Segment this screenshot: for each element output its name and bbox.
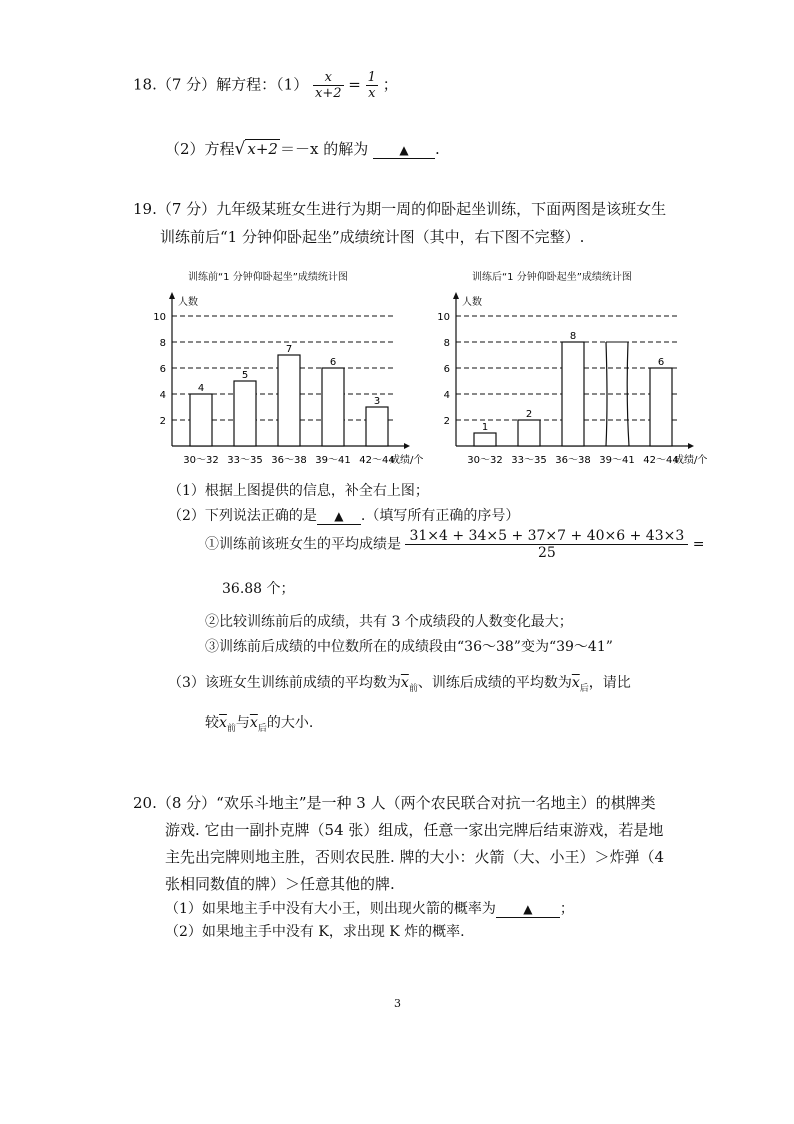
denominator: 25 [537,545,556,561]
bar-value-label: 7 [285,344,293,355]
q19-claim2: ②比较训练前后的成绩，共有 3 个成绩段的人数变化最大； [205,614,573,630]
q20-line1: 20.（8 分）“欢乐斗地主”是一种 3 人（两个农民联合对抗一名地主）的棋牌类 [133,794,656,812]
y-axis-label: 人数 [178,297,198,308]
answer-blank[interactable] [317,508,361,525]
s3-d: 较 [205,715,219,731]
x-bar: $\overline{x}$ [219,715,227,731]
x-tick-label: 42～44 [359,455,395,466]
mean-fraction [405,528,688,561]
incomplete-bar-edge [606,342,607,446]
q19-sub2 [168,505,519,525]
y-tick-label: 10 [437,312,450,323]
q18-part2: （2）方程√ x+2 ＝－x 的解为 ▲ . [165,139,440,159]
chart2-title: 训练后“1 分钟仰卧起坐”成绩统计图 [472,272,632,283]
q19-sub3-line2 [205,712,313,734]
sub-after: 后 [579,683,589,694]
q20-p1-pre: （1）如果地主手中没有大小王，则出现火箭的概率为 [165,901,496,917]
bar-value-label: 5 [241,370,249,381]
bar-value-label: 4 [197,383,205,394]
equals: = [348,75,361,94]
chart-before [140,288,440,468]
claim1-result: 36.88 个； [222,581,295,597]
q19-line1: 19.（7 分）九年级某班女生进行为期一周的仰卧起坐训练，下面两图是该班女生 [133,200,667,218]
s3-c: ，请比 [588,675,631,691]
q19-claim3: ③训练前后成绩的中位数所在的成绩段由“36～38”变为“39～41” [205,639,613,655]
q19-s2-post: .（填写所有正确的序号） [360,508,520,524]
y-tick-label: 6 [159,364,166,375]
y-axis-label: 人数 [462,297,482,308]
triangle-icon: ▲ [334,509,344,523]
q18-head: 18.（7 分）解方程：（1） [133,75,309,94]
x-tick-label: 33～35 [227,455,263,466]
denominator: x [368,86,376,101]
triangle-icon: ▲ [523,902,533,916]
chart1-title: 训练前“1 分钟仰卧起坐”成绩统计图 [188,272,348,283]
x-tick-label: 39～41 [599,455,635,466]
bar-value-label: 6 [657,357,665,368]
q18-p2-pre: （2）方程 [165,140,235,158]
bar [366,407,388,446]
y-tick-label: 4 [443,390,450,401]
q19-sub3 [168,672,631,694]
y-tick-label: 2 [159,416,166,427]
bar-value-label: 8 [569,331,577,342]
bar-value-label: 6 [329,357,337,368]
bar [190,394,212,446]
s3-a: （3）该班女生训练前成绩的平均数为 [168,675,401,691]
x-bar: $\overline{x}$ [400,675,409,691]
q20-line3: 主先出完牌则地主胜，否则农民胜. 牌的大小：火箭（大、小王）＞炸弹（4 [165,848,665,866]
triangle-icon: ▲ [399,143,409,157]
y-axis-arrow [453,292,459,299]
q19-s2-pre: （2）下列说法正确的是 [168,508,317,524]
y-tick-label: 10 [153,312,166,323]
y-tick-label: 4 [159,390,166,401]
x-tick-label: 30～32 [467,455,503,466]
punct: ； [382,75,398,94]
numerator: 31×4 + 34×5 + 37×7 + 40×6 + 43×3 [405,528,688,545]
y-tick-label: 6 [443,364,450,375]
answer-blank[interactable] [373,140,435,159]
claim1-pre: ①训练前该班女生的平均成绩是 [205,536,401,553]
x-tick-label: 36～38 [555,455,591,466]
sub-before: 前 [408,683,418,694]
x-axis-arrow [404,443,410,449]
answer-blank[interactable] [496,901,560,918]
x-bar: $\overline{x}$ [249,715,258,731]
punct: ； [559,901,574,917]
q20-line2: 游戏. 它由一副扑克牌（54 张）组成，任意一家出完牌后结束游戏，若是地 [165,821,664,839]
q19-sub1: （1）根据上图提供的信息，补全右上图； [168,483,429,499]
q20-line4: 张相同数值的牌）＞任意其他的牌. [165,875,395,893]
punct: . [434,140,440,158]
numerator: x [313,70,344,86]
bar [322,368,344,446]
numerator: 1 [367,70,376,85]
sqrt-expr: x+2 [247,140,278,158]
bar-value-label: 1 [481,422,489,433]
bar [650,368,672,446]
x-axis-label: 成绩/个 [674,455,708,466]
x-axis-label: 成绩/个 [390,455,424,466]
y-tick-label: 8 [443,338,450,349]
q19-claim1 [205,528,704,561]
equals: = [692,536,705,553]
y-tick-label: 2 [443,416,450,427]
chart-after [424,288,724,468]
fraction [366,70,378,101]
x-tick-label: 42～44 [643,455,679,466]
denominator: x+2 [315,86,342,101]
sub-before: 前 [226,723,236,734]
x-bar: $\overline{x}$ [571,675,580,691]
q18-p2-mid: ＝－x 的解为 [279,140,369,158]
x-tick-label: 36～38 [271,455,307,466]
q18-part1 [133,70,398,101]
bar-value-label: 3 [373,396,381,407]
page-number: 3 [394,997,401,1010]
bar [562,342,584,446]
sub-after: 后 [257,723,267,734]
fraction [313,70,344,101]
s3-b: 、训练后成绩的平均数为 [417,675,572,691]
x-tick-label: 30～32 [183,455,219,466]
bar [474,433,496,446]
x-axis-arrow [688,443,694,449]
q19-line2: 训练前后“1 分钟仰卧起坐”成绩统计图（其中，右下图不完整）. [160,228,585,246]
y-tick-label: 8 [159,338,166,349]
bar [278,355,300,446]
x-tick-label: 33～35 [511,455,547,466]
q20-part1 [165,898,574,918]
bar-value-label: 2 [525,409,533,420]
q20-part2: （2）如果地主手中没有 K，求出现 K 炸的概率. [165,924,465,940]
s3-f: 的大小. [266,715,314,731]
x-tick-label: 39～41 [315,455,351,466]
s3-e: 与 [235,715,250,731]
bar [518,420,540,446]
y-axis-arrow [169,292,175,299]
bar [234,381,256,446]
